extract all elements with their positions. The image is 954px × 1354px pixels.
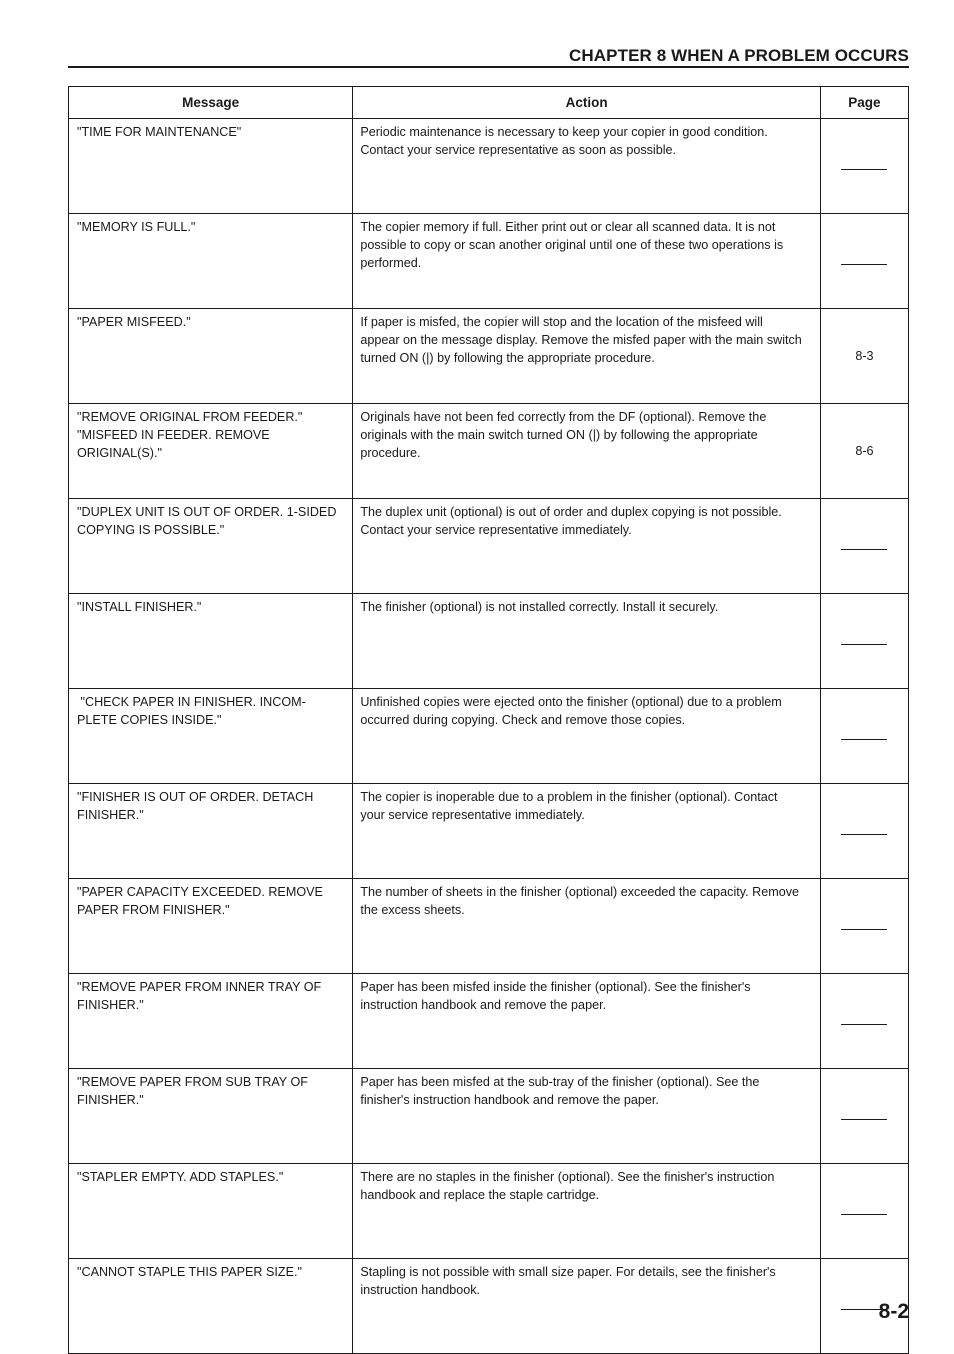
action-cell [353, 404, 821, 499]
action-text: Stapling is not possible with small size paper. For details, see the finisher's [360, 1265, 776, 1279]
column-header-message: Message [69, 87, 353, 119]
message-text: COPYING IS POSSIBLE." [77, 523, 225, 537]
message-text: "PAPER MISFEED." [77, 315, 191, 329]
table-row [69, 689, 909, 784]
action-text: Periodic maintenance is necessary to keep your copier in good condition. [360, 125, 768, 139]
message-text: PAPER FROM FINISHER." [77, 903, 230, 917]
action-cell [353, 784, 821, 879]
action-text: The copier memory if full. Either print out or clear all scanned data. It is not [360, 220, 776, 234]
message-cell [69, 594, 353, 689]
page-number: 8-2 [878, 1300, 909, 1323]
action-text: Unfinished copies were ejected onto the finisher (optional) due to a problem [360, 695, 782, 709]
action-cell [353, 689, 821, 784]
message-text: "STAPLER EMPTY. ADD STAPLES." [77, 1170, 284, 1184]
action-text: instruction handbook and remove the paper. [360, 998, 607, 1012]
table-row [69, 974, 909, 1069]
action-text: The number of sheets in the finisher (optional) exceeded the capacity. Remove [360, 885, 800, 899]
table-row [69, 1069, 909, 1164]
message-text: "MISFEED IN FEEDER. REMOVE [77, 428, 270, 442]
action-text: instruction handbook. [360, 1283, 481, 1297]
table-row [69, 214, 909, 309]
no-page-dash [841, 1024, 887, 1025]
error-message-table [68, 86, 909, 1354]
message-cell [69, 499, 353, 594]
page-cell [820, 784, 908, 879]
action-text: Originals have not been fed correctly from the DF (optional). Remove the [360, 410, 767, 424]
no-page-dash [841, 834, 887, 835]
table-row [69, 404, 909, 499]
message-cell [69, 974, 353, 1069]
column-header-page: Page [820, 87, 908, 119]
action-text: appear on the message display. Remove the misfed paper with the main switch [360, 333, 802, 347]
table-row [69, 594, 909, 689]
table-row [69, 879, 909, 974]
message-text: "DUPLEX UNIT IS OUT OF ORDER. 1-SIDED [77, 505, 337, 519]
action-text: occurred during copying. Check and remove those copies. [360, 713, 686, 727]
no-page-dash [841, 929, 887, 930]
message-cell [69, 404, 353, 499]
message-text: "CANNOT STAPLE THIS PAPER SIZE." [77, 1265, 302, 1279]
action-text: The finisher (optional) is not installed correctly. Install it securely. [360, 600, 719, 614]
no-page-dash [841, 644, 887, 645]
no-page-dash [841, 1119, 887, 1120]
no-page-dash [841, 739, 887, 740]
action-text: Paper has been misfed at the sub-tray of the finisher (optional). See the [360, 1075, 760, 1089]
message-cell [69, 119, 353, 214]
page-cell [820, 974, 908, 1069]
action-text: originals with the main switch turned ON (|) by following the appropriate [360, 428, 758, 442]
message-cell [69, 1259, 353, 1354]
action-cell [353, 309, 821, 404]
page-reference: 8-3 [855, 349, 874, 363]
page-cell [820, 309, 908, 404]
page-reference: 8-6 [855, 444, 874, 458]
message-cell [69, 879, 353, 974]
column-header-action: Action [353, 87, 821, 119]
action-cell [353, 879, 821, 974]
action-text: the excess sheets. [360, 903, 465, 917]
action-text: Contact your service representative as soon as possible. [360, 143, 677, 157]
message-text: FINISHER." [77, 1093, 144, 1107]
action-text: performed. [360, 256, 422, 270]
message-text: "TIME FOR MAINTENANCE" [77, 125, 242, 139]
message-text: "REMOVE PAPER FROM SUB TRAY OF [77, 1075, 308, 1089]
action-text: If paper is misfed, the copier will stop and the location of the misfeed will [360, 315, 763, 329]
message-cell [69, 1069, 353, 1164]
page-cell [820, 119, 908, 214]
message-cell [69, 784, 353, 879]
table-row [69, 1164, 909, 1259]
action-text: The copier is inoperable due to a problem in the finisher (optional). Contact [360, 790, 778, 804]
action-cell [353, 214, 821, 309]
action-cell [353, 974, 821, 1069]
message-text: "REMOVE ORIGINAL FROM FEEDER." [77, 410, 303, 424]
action-text: Paper has been misfed inside the finisher (optional). See the finisher's [360, 980, 751, 994]
page-cell [820, 1164, 908, 1259]
no-page-dash [841, 264, 887, 265]
action-text: finisher's instruction handbook and remove the paper. [360, 1093, 659, 1107]
page-cell [820, 594, 908, 689]
message-text: PLETE COPIES INSIDE." [77, 713, 222, 727]
action-text: possible to copy or scan another original until one of these two operations is [360, 238, 784, 252]
message-cell [69, 214, 353, 309]
message-cell [69, 689, 353, 784]
message-cell [69, 309, 353, 404]
table-body [69, 119, 909, 1354]
action-cell [353, 1259, 821, 1354]
page-cell [820, 1069, 908, 1164]
message-text: "REMOVE PAPER FROM INNER TRAY OF [77, 980, 322, 994]
action-text: turned ON (|) by following the appropriate procedure. [360, 351, 655, 365]
page-cell [820, 689, 908, 784]
header-rule [68, 66, 909, 68]
no-page-dash [841, 1214, 887, 1215]
action-cell [353, 1069, 821, 1164]
table-row [69, 1259, 909, 1354]
chapter-header: CHAPTER 8 WHEN A PROBLEM OCCURS [569, 46, 909, 65]
action-text: There are no staples in the finisher (optional). See the finisher's instruction [360, 1170, 775, 1184]
table-row [69, 499, 909, 594]
table-row [69, 309, 909, 404]
message-text: ORIGINAL(S)." [77, 446, 162, 460]
table-header-row [69, 87, 909, 119]
page-cell [820, 404, 908, 499]
table-row [69, 784, 909, 879]
action-cell [353, 119, 821, 214]
action-text: your service representative immediately. [360, 808, 585, 822]
table-row [69, 119, 909, 214]
page-cell [820, 879, 908, 974]
action-cell [353, 1164, 821, 1259]
page-cell [820, 214, 908, 309]
action-text: The duplex unit (optional) is out of order and duplex copying is not possible. [360, 505, 782, 519]
message-text: "PAPER CAPACITY EXCEEDED. REMOVE [77, 885, 323, 899]
action-text: Contact your service representative immediately. [360, 523, 632, 537]
action-cell [353, 499, 821, 594]
action-cell [353, 594, 821, 689]
action-text: handbook and replace the staple cartridge. [360, 1188, 600, 1202]
no-page-dash [841, 549, 887, 550]
message-text: "MEMORY IS FULL." [77, 220, 196, 234]
message-text: FINISHER." [77, 808, 144, 822]
message-text: "FINISHER IS OUT OF ORDER. DETACH [77, 790, 314, 804]
no-page-dash [841, 169, 887, 170]
action-text: procedure. [360, 446, 421, 460]
message-text: FINISHER." [77, 998, 144, 1012]
page-cell [820, 499, 908, 594]
message-text: "CHECK PAPER IN FINISHER. INCOM- [77, 695, 306, 709]
message-text: "INSTALL FINISHER." [77, 600, 202, 614]
message-cell [69, 1164, 353, 1259]
